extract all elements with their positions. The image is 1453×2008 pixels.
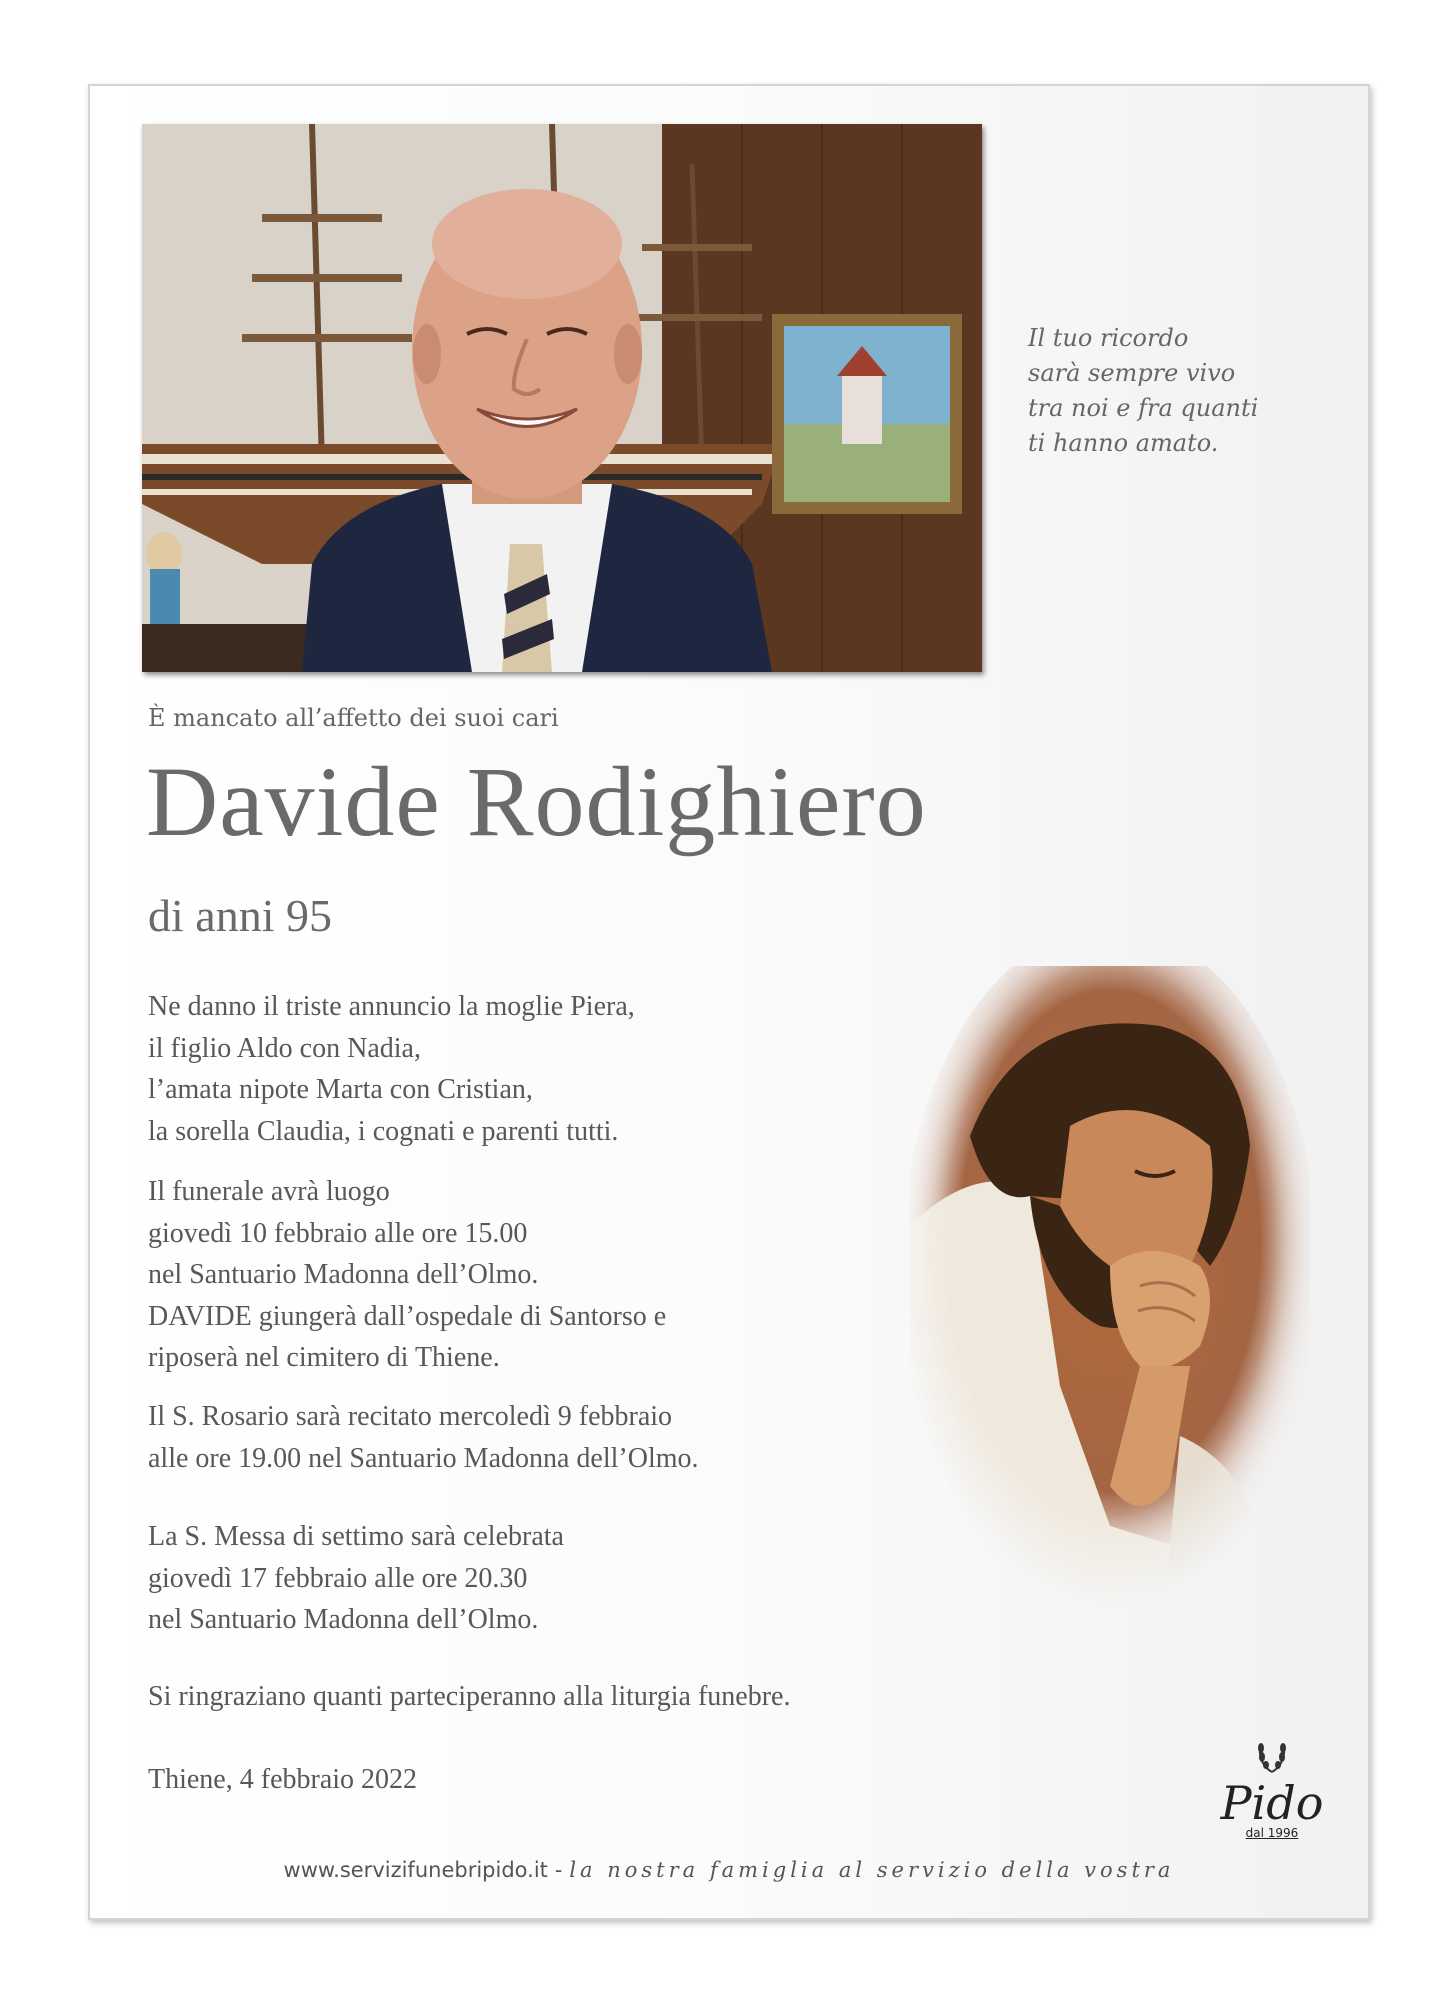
paragraph-line: alle ore 19.00 nel Santuario Madonna dell’Olmo. xyxy=(148,1442,699,1474)
footer-tagline: la nostra famiglia al servizio della vostra xyxy=(569,1858,1175,1882)
place-date xyxy=(148,1759,417,1801)
announcement-paragraph xyxy=(148,986,635,1152)
deceased-photo xyxy=(142,124,982,672)
paragraph-line: giovedì 10 febbraio alle ore 15.00 xyxy=(148,1217,528,1249)
logo-since: dal 1996 xyxy=(1245,1826,1299,1840)
paragraph-line: DAVIDE giungerà dall’ospedale di Santorso e xyxy=(148,1300,667,1332)
laurel-icon xyxy=(1252,1738,1292,1774)
deceased-portrait-image xyxy=(142,124,982,672)
obituary-sheet xyxy=(88,84,1370,1920)
praying-figure-illustration xyxy=(910,966,1310,1656)
website-link[interactable]: www.servizifunebripido.it xyxy=(283,1858,548,1882)
funeral-home-logo xyxy=(1212,1738,1332,1848)
paragraph-line: La S. Messa di settimo sarà celebrata xyxy=(148,1521,564,1552)
paragraph-line: la sorella Claudia, i cognati e parenti tutti. xyxy=(148,1115,619,1147)
thanks-paragraph xyxy=(148,1676,790,1718)
paragraph-line: Si ringraziano quanti parteciperanno alla liturgia funebre. xyxy=(148,1681,791,1712)
footer xyxy=(90,1858,1368,1883)
praying-jesus-image xyxy=(910,966,1310,1656)
deceased-age: di anni 95 xyxy=(148,890,332,941)
paragraph-line: il figlio Aldo con Nadia, xyxy=(148,1032,421,1064)
footer-separator: - xyxy=(547,1858,570,1883)
paragraph-line: Il funerale avrà luogo xyxy=(148,1176,390,1207)
quote-line: Il tuo ricordo xyxy=(1028,324,1189,352)
rosary-paragraph xyxy=(148,1396,699,1479)
deceased-name: Davide Rodighiero xyxy=(146,746,927,857)
mass-paragraph xyxy=(148,1516,564,1641)
paragraph-line: Ne danno il triste annuncio la moglie Piera, xyxy=(148,991,635,1022)
memorial-quote xyxy=(1028,321,1328,461)
intro-text: È mancato all’affetto dei suoi cari xyxy=(148,704,559,732)
logo-name: Pido xyxy=(1220,1776,1324,1830)
quote-line: ti hanno amato. xyxy=(1028,429,1219,457)
paragraph-line: Thiene, 4 febbraio 2022 xyxy=(148,1764,418,1795)
quote-line: tra noi e fra quanti xyxy=(1028,394,1259,422)
paragraph-line: l’amata nipote Marta con Cristian, xyxy=(148,1074,533,1105)
paragraph-line: Il S. Rosario sarà recitato mercoledì 9 febbraio xyxy=(148,1401,673,1432)
paragraph-line: riposerà nel cimitero di Thiene. xyxy=(148,1342,500,1373)
quote-line: sarà sempre vivo xyxy=(1028,359,1236,387)
paragraph-line: giovedì 17 febbraio alle ore 20.30 xyxy=(148,1562,528,1594)
paragraph-line: nel Santuario Madonna dell’Olmo. xyxy=(148,1604,539,1635)
funeral-paragraph xyxy=(148,1171,666,1379)
paragraph-line: nel Santuario Madonna dell’Olmo. xyxy=(148,1259,539,1290)
